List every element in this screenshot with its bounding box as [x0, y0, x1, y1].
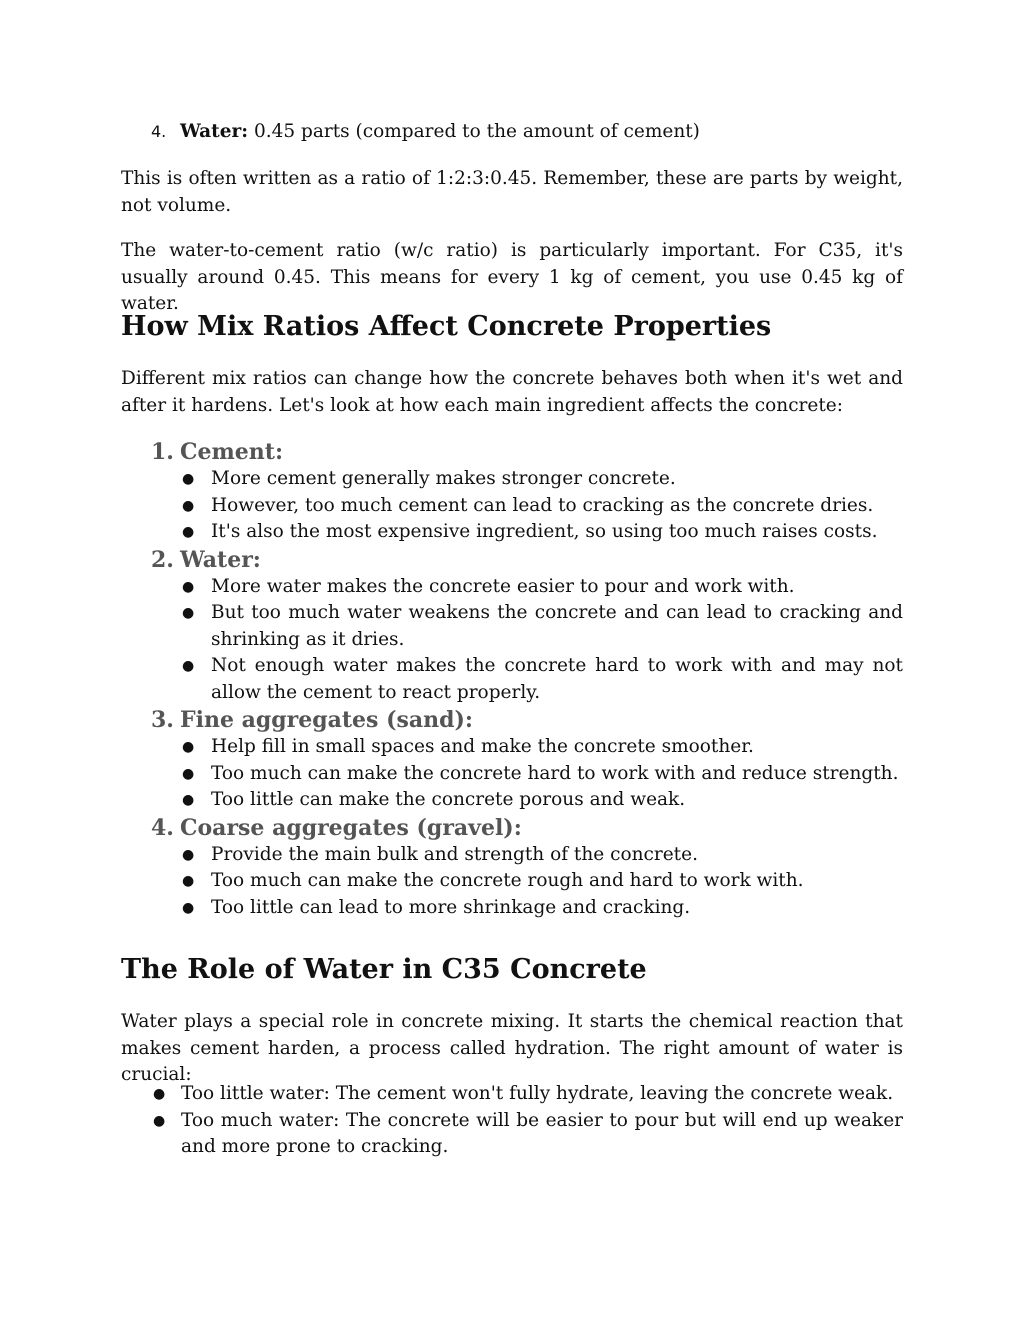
ingredient-item	[151, 546, 903, 707]
list-item-text: However, too much cement can lead to cracking as the concrete dries.	[211, 494, 874, 516]
ingredient-points	[151, 574, 903, 707]
ingredient-list	[151, 438, 903, 921]
ingredient-points	[151, 466, 903, 546]
ingredient-item	[151, 438, 903, 546]
ingredient-title: Coarse aggregates (gravel):	[180, 814, 522, 841]
heading-role-of-water: The Role of Water in C35 Concrete	[121, 954, 647, 985]
ingredient-heading	[151, 814, 903, 842]
list-item	[151, 895, 903, 922]
list-item	[151, 1081, 903, 1108]
water-effects-list	[151, 1081, 903, 1161]
list-item-text: Too much can make the concrete rough and hard to work with.	[211, 870, 804, 891]
ingredient-points	[151, 734, 903, 814]
list-item-label: Water:	[180, 121, 249, 142]
bullet-icon: ●	[182, 846, 195, 863]
ingredient-points	[151, 842, 903, 922]
bullet-icon: ●	[182, 605, 195, 621]
heading-mix-ratios: How Mix Ratios Affect Concrete Properties	[121, 311, 772, 342]
paragraph-ratio: This is often written as a ratio of 1:2:3:0.45. Remember, these are parts by weight, not volume.	[121, 168, 903, 216]
list-item	[151, 734, 903, 761]
ingredient-title: Water:	[180, 546, 261, 573]
bullet-icon: ●	[182, 792, 195, 808]
list-item	[151, 600, 903, 653]
bullet-icon: ●	[182, 497, 195, 514]
list-item-text: Too much can make the concrete hard to work with and reduce strength.	[211, 762, 899, 784]
bullet-icon: ●	[182, 471, 195, 487]
ingredient-number: 1.	[151, 439, 174, 465]
list-item	[151, 493, 903, 520]
list-item-text: It's also the most expensive ingredient, so using too much raises costs.	[211, 521, 878, 542]
list-item-text: Too little can lead to more shrinkage and cracking.	[211, 896, 691, 918]
list-item	[151, 519, 903, 546]
ingredient-number: 4.	[151, 814, 174, 841]
list-item	[151, 842, 903, 869]
paragraph-mix-ratios: Different mix ratios can change how the concrete behaves both when it's wet and after it hardens. Let's look at how each main ingredient affects the concrete:	[121, 368, 903, 416]
ingredient-heading	[151, 546, 903, 574]
ingredient-item	[151, 814, 903, 922]
list-item	[151, 761, 903, 788]
bullet-icon: ●	[153, 1086, 166, 1102]
ingredient-heading	[151, 438, 903, 466]
bullet-icon: ●	[182, 739, 195, 755]
list-item-text: More water makes the concrete easier to pour and work with.	[211, 575, 795, 597]
ingredient-title: Fine aggregates (sand):	[180, 707, 474, 733]
bullet-icon: ●	[182, 899, 195, 916]
ingredient-heading	[151, 706, 903, 734]
list-number: 4.	[151, 122, 167, 141]
ingredient-item	[151, 706, 903, 814]
list-item-text: Provide the main bulk and strength of the concrete.	[211, 843, 698, 865]
bullet-icon: ●	[182, 765, 195, 782]
list-item-text: Too much water: The concrete will be easier to pour but will end up weaker and more prone to cracking.	[181, 1109, 903, 1157]
bullet-icon: ●	[182, 578, 195, 595]
list-item-text: Not enough water makes the concrete hard to work with and may not allow the cement to react properly.	[211, 655, 903, 703]
bullet-icon: ●	[182, 873, 195, 889]
ingredient-title: Cement:	[180, 439, 284, 465]
list-item	[151, 574, 903, 601]
paragraph-role-of-water: Water plays a special role in concrete mixing. It starts the chemical reaction that makes cement harden, a process called hydration. The right amount of water is crucial:	[121, 1011, 903, 1085]
list-item-text: 0.45 parts (compared to the amount of cement)	[248, 121, 700, 142]
list-item-text: Too little water: The cement won't fully hydrate, leaving the concrete weak.	[181, 1083, 894, 1104]
list-item-text: Too little can make the concrete porous and weak.	[211, 789, 686, 810]
list-item-text: Help fill in small spaces and make the concrete smoother.	[211, 736, 754, 757]
list-item-text: More cement generally makes stronger concrete.	[211, 468, 676, 489]
paragraph-wc-ratio: The water-to-cement ratio (w/c ratio) is particularly important. For C35, it's usually around 0.45. This means for every 1 kg of cement, you use 0.45 kg of water.	[121, 240, 903, 314]
bullet-icon: ●	[182, 524, 195, 540]
bullet-icon: ●	[153, 1112, 166, 1129]
ingredient-number: 2.	[151, 546, 174, 573]
list-item	[151, 1108, 903, 1161]
bullet-icon: ●	[182, 658, 195, 674]
list-item-water-ratio	[151, 119, 700, 145]
list-item	[151, 868, 903, 895]
list-item	[151, 653, 903, 706]
list-item	[151, 466, 903, 493]
ingredient-number: 3.	[151, 707, 174, 733]
list-item	[151, 787, 903, 814]
list-item-text: But too much water weakens the concrete and can lead to cracking and shrinking as it dries.	[211, 602, 903, 650]
